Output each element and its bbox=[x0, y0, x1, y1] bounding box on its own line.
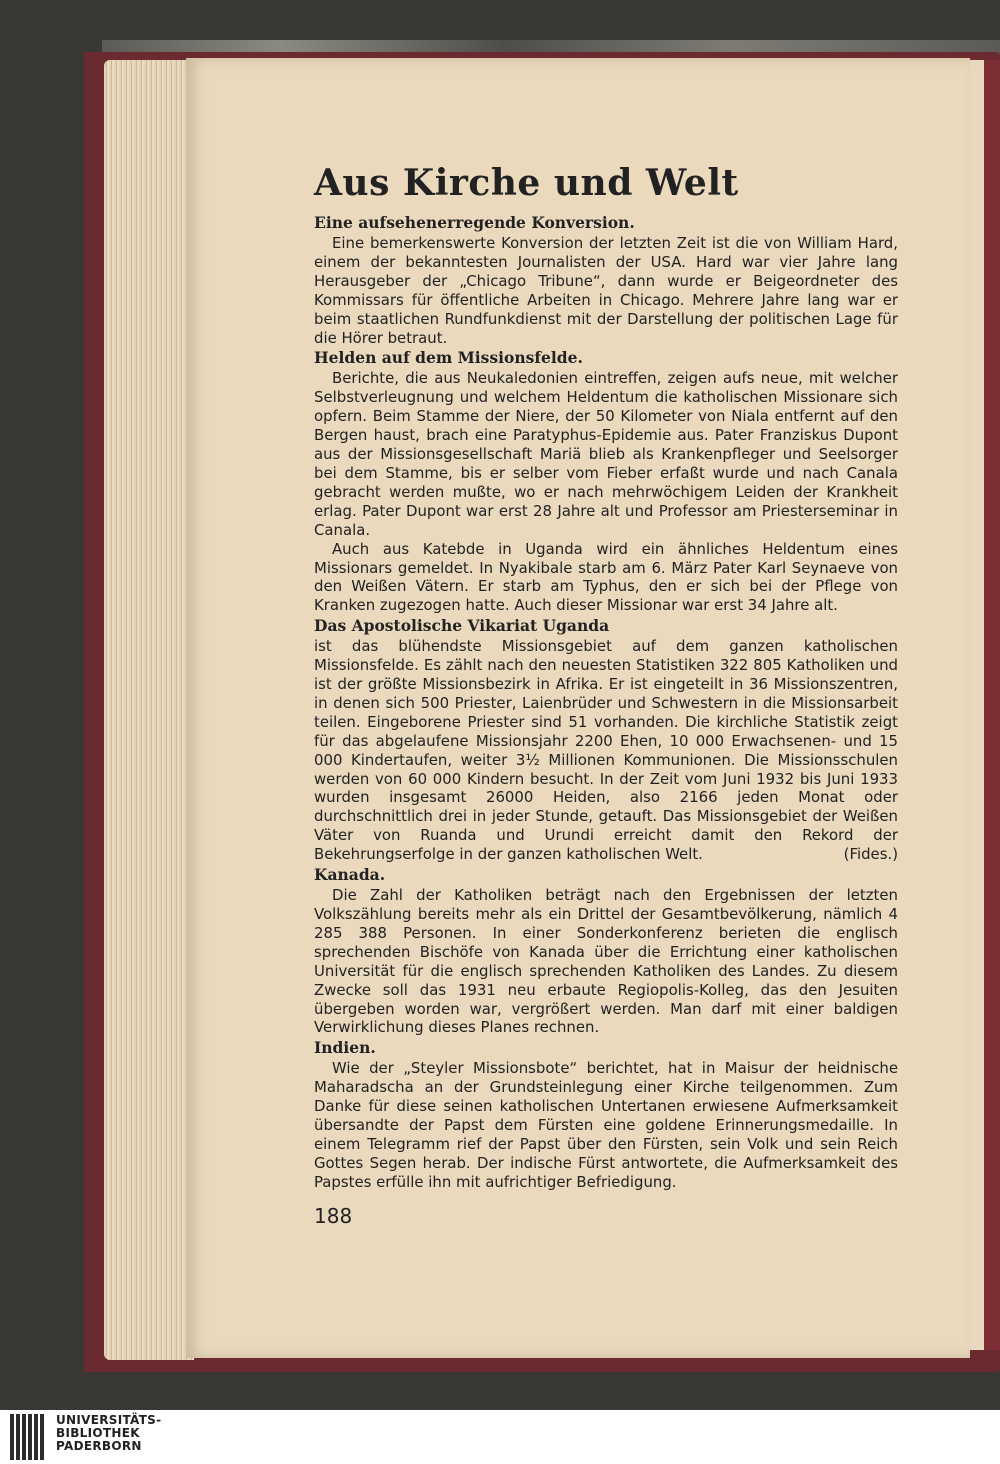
section-konversion bbox=[314, 212, 898, 347]
section-heading: Das Apostolische Vikariat Uganda bbox=[314, 616, 610, 636]
section-indien bbox=[314, 1037, 898, 1191]
library-name-line: UNIVERSITÄTS- bbox=[56, 1413, 162, 1427]
paragraph-text: ist das blühendste Missionsgebiet auf dem ganzen katholischen Missionsfelde. Es zählt nach den neuesten Statistiken 322 805 Katholiken und ist der größte Missionsbezirk in Afrika. Er ist eingeteilt in 36 Missionszentren, in denen sich 500 Priester, Laienbrüder und Schwestern in die Missionsarbeit teilen. Eingeborene Priester sind 51 vorhanden. Die kirchliche Statistik zeigt für das abgelaufene Missionsjahr 2200 Ehen, 10 000 Erwachsenen- und 15 000 Kindertaufen, weiter 3½ Millionen Kommunionen. Die Missionsschulen werden von 60 000 Kindern besucht. In der Zeit vom Juni 1932 bis Juni 1933 wurden insgesamt 26000 Heiden, also 2166 jeden Monat oder durchschnittlich drei in jeder Stunde, getauft. Das Missionsgebiet der Weißen Väter von Ruanda und Urundi erreicht damit den Rekord der Bekehrungserfolge in der ganzen katholischen Welt. bbox=[314, 637, 898, 864]
paragraph: Auch aus Katebde in Uganda wird ein ähnliches Heldentum eines Missionars gemeldet. In Nyakibale starb am 6. März Pater Karl Seynaeve von den Weißen Vätern. Er starb am Typhus, den er sich bei der Pflege von Kranken zugezogen hatte. Auch dieser Missionar war erst 34 Jahre alt. bbox=[314, 539, 898, 615]
paragraph: Die Zahl der Katholiken beträgt nach den Ergebnissen der letzten Volkszählung bereits mehr als ein Drittel der Gesamtbevölkerung, nämlich 4 285 388 Personen. In einer Sonderkonferenz berieten die englisch sprechenden Bischöfe von Kanada über die Errichtung einer katholischen Universität für die englisch sprechenden Katholiken des Landes. Zu diesem Zwecke soll das 1931 neu erbaute Regiopolis-Kolleg, das den Jesuiten übergeben worden war, vergrößert werden. Man darf mit einer baldigen Verwirklichung dieses Planes rechnen. bbox=[314, 886, 898, 1037]
library-name-line: PADERBORN bbox=[56, 1439, 142, 1453]
section-heading: Helden auf dem Missionsfelde. bbox=[314, 348, 583, 368]
book-page-edges bbox=[104, 60, 194, 1360]
section-heading: Eine aufsehenerregende Konversion. bbox=[314, 213, 635, 232]
paragraph bbox=[314, 637, 898, 864]
paragraph: Berichte, die aus Neukaledonien eintreffen, zeigen aufs neue, mit welcher Selbstverleugnung und welchem Heldentum die katholischen Missionare sich opfern. Beim Stamme der Niere, der 50 Kilometer von Niala entfernt auf den Bergen haust, brach eine Paratyphus-Epidemie aus. Pater Franziskus Dupont aus der Missionsgesellschaft Mariä blieb als Krankenpfleger und Seelsorger bei dem Stamme, bis er selber vom Fieber erfaßt wurde und nach Canala gebracht werden mußte, wo er nach mehrwöchigem Leiden der Krankheit erlag. Pater Dupont war erst 28 Jahre alt und Professor am Priesterseminar in Canala. bbox=[314, 369, 898, 539]
paragraph: Eine bemerkenswerte Konversion der letzten Zeit ist die von William Hard, einem der bekanntesten Journalisten der USA. Hard war vier Jahre lang Herausgeber der „Chicago Tribune“, dann wurde er Beigeordneter des Kommissars für öffentliche Arbeiten in Chicago. Mehrere Jahre lang war er beim staatlichen Rundfunkdienst mit der Darstellung der politischen Lage für die Hörer betraut. bbox=[314, 234, 898, 347]
library-name-line: BIBLIOTHEK bbox=[56, 1426, 140, 1440]
library-logo-icon bbox=[10, 1414, 50, 1460]
section-heading: Kanada. bbox=[314, 865, 386, 885]
book-right-edge bbox=[970, 60, 1000, 1350]
section-helden bbox=[314, 347, 898, 615]
section-kanada bbox=[314, 864, 898, 1037]
paragraph: Wie der „Steyler Missionsbote“ berichtet, hat in Maisur der heidnische Maharadscha an der Grundsteinlegung einer Kirche teilgenommen. Zum Danke für diese seinen katholischen Untertanen erwiesene Aufmerksamkeit übersandte der Papst dem Fürsten eine goldene Erinnerungsmedaille. In einem Telegramm rief der Papst über den Fürsten, sein Volk und sein Reich Gottes Segen herab. Der indische Fürst antwortete, die Aufmerksamkeit des Papstes erfülle ihn mit aufrichtiger Befriedigung. bbox=[314, 1059, 898, 1191]
section-heading: Indien. bbox=[314, 1038, 376, 1058]
library-name bbox=[56, 1414, 161, 1453]
source-citation: (Fides.) bbox=[843, 845, 898, 864]
section-uganda bbox=[314, 615, 898, 864]
page-number: 188 bbox=[314, 1204, 353, 1228]
article-content bbox=[314, 160, 898, 1192]
page-title: Aus Kirche und Welt bbox=[314, 162, 739, 204]
